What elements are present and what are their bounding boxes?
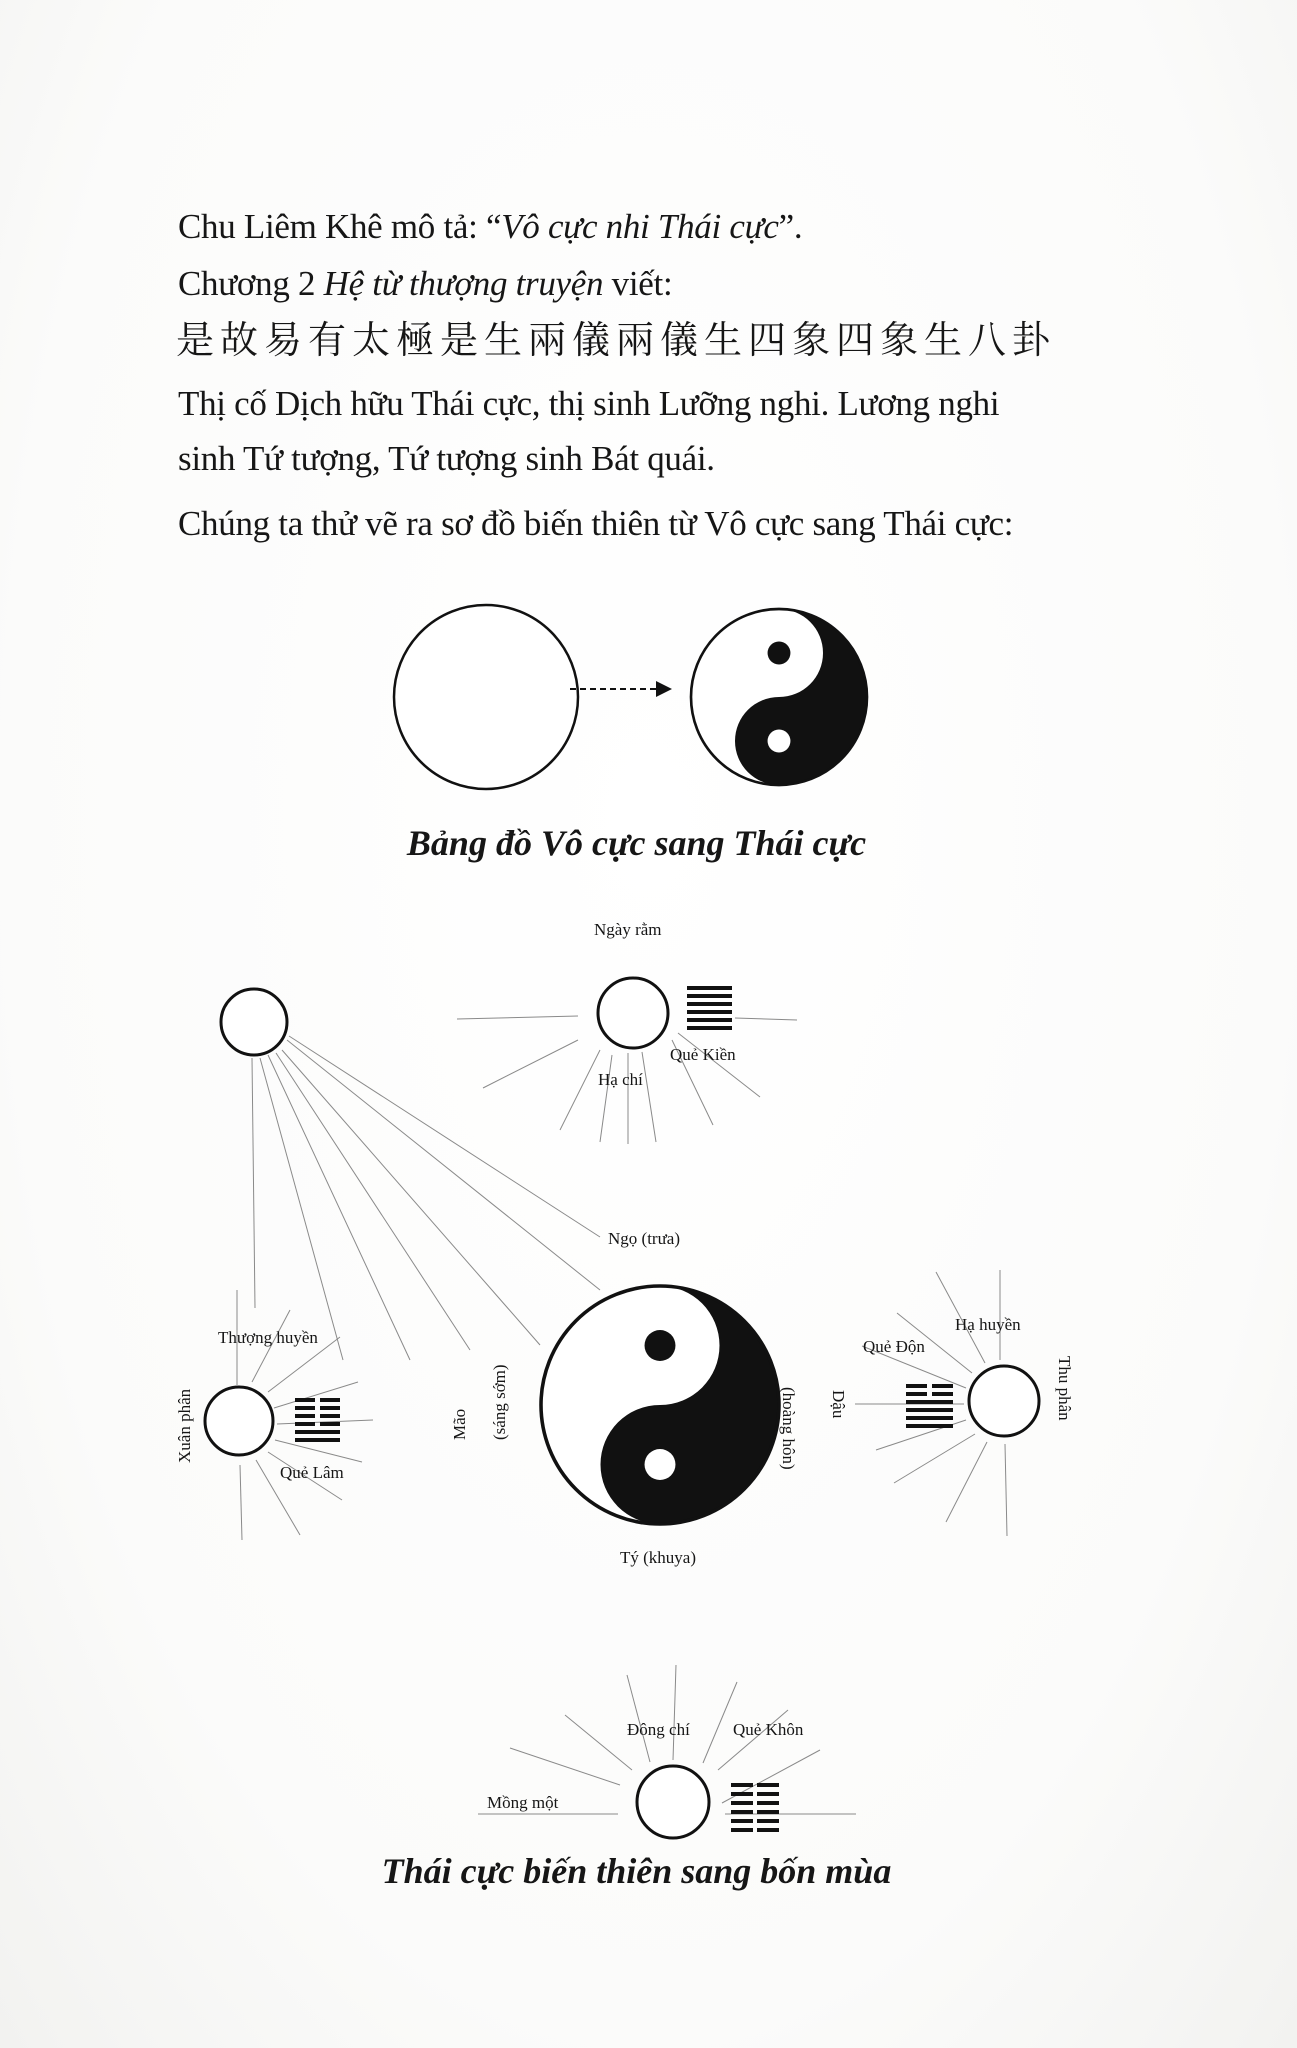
hexagram-don-icon [906,1384,953,1428]
paragraph-transliteration-2: sinh Tứ tượng, Tứ tượng sinh Bát quái. [178,439,715,478]
figure1-caption: Bảng đồ Vô cực sang Thái cực [406,823,867,863]
text-span: ”. [778,207,803,246]
label-mong-mot: Mồng một [487,1793,559,1812]
taiji-yin-yang-icon [691,609,867,785]
label-ha-chi: Hạ chí [598,1070,643,1089]
label-que-don: Quẻ Độn [863,1337,925,1356]
winter-moon-circle-icon [637,1766,709,1838]
label-dong-chi: Đông chí [627,1720,690,1739]
chinese-quote: 是故易有太極是生兩儀兩儀生四象四象生八卦 [176,318,1057,362]
label-ty: Tý (khuya) [620,1548,697,1567]
label-hoang-hon: (hoàng hôn) [779,1387,798,1470]
summer-full-moon-circle-icon [598,978,668,1048]
book-title-italic: Hệ từ thượng truyện [323,264,604,303]
label-sang-som: (sáng sớm) [490,1364,509,1440]
label-thu-phan: Thu phân [1055,1356,1074,1421]
paragraph-intro-diagram: Chúng ta thử vẽ ra sơ đồ biến thiên từ Vô cực sang Thái cực: [178,504,1014,543]
label-thuong-huyen: Thượng huyền [218,1328,318,1347]
label-que-kien: Quẻ Kiền [670,1045,736,1064]
text-span: Chương 2 [178,264,324,303]
text-span: Chu Liêm Khê mô tả: “ [178,207,502,246]
new-cycle-circle-icon [221,989,287,1055]
label-ngay-ram: Ngày rằm [594,920,662,939]
label-mao: Mão [450,1408,469,1440]
label-xuan-phan: Xuân phân [175,1388,194,1463]
spring-moon-circle-icon [205,1387,273,1455]
autumn-moon-circle-icon [969,1366,1039,1436]
center-yin-yang-icon [541,1286,779,1524]
label-ngo: Ngọ (trưa) [608,1229,680,1248]
text-span: viết: [603,264,673,303]
quote-italic: Vô cực nhi Thái cực [501,207,779,246]
label-que-khon: Quẻ Khôn [733,1720,804,1739]
label-ha-huyen: Hạ huyền [955,1315,1021,1334]
wuji-empty-circle-icon [394,605,578,789]
paragraph-transliteration-1: Thị cố Dịch hữu Thái cực, thị sinh Lưỡng nghi. Lương nghi [178,384,1000,423]
figure2-caption: Thái cực biến thiên sang bốn mùa [381,1851,892,1891]
label-que-lam: Quẻ Lâm [280,1463,344,1482]
hexagram-khon-icon [731,1783,779,1832]
hexagram-kien-icon [687,986,732,1030]
figure1-wuji-to-taiji [394,605,867,789]
hexagram-lam-icon [295,1398,340,1442]
label-dau: Dậu [829,1390,848,1419]
